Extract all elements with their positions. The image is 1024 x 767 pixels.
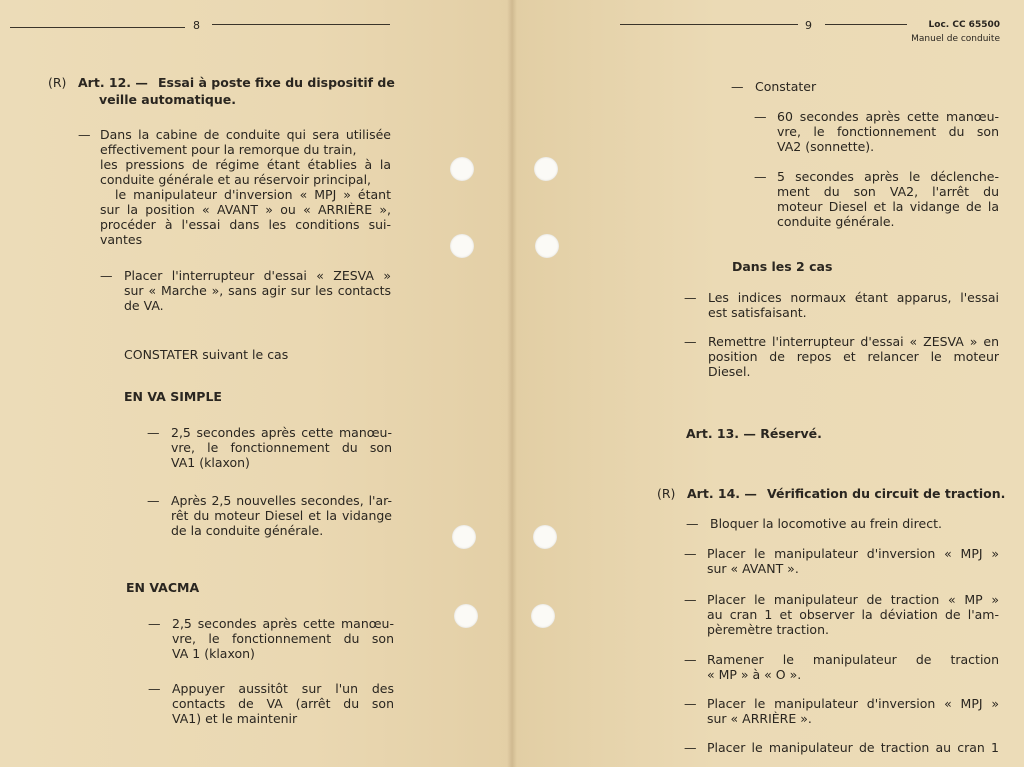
- book-gutter: [507, 0, 517, 767]
- dash: —: [147, 425, 160, 440]
- text-line: les pressions de régime étant établies à la: [100, 157, 391, 172]
- text-line: de la conduite générale.: [171, 523, 324, 538]
- text-line: sur « Marche », sans agir sur les contacts: [124, 283, 391, 298]
- art12-title-cont: veille automatique.: [99, 92, 236, 107]
- dash: —: [754, 109, 767, 124]
- text-line: 2,5 secondes après cette manœu-: [172, 616, 394, 631]
- dash: —: [684, 652, 697, 667]
- text-line: VA2 (sonnette).: [777, 139, 875, 154]
- text-line: conduite générale.: [777, 214, 895, 229]
- art12-title: Essai à poste fixe du dispositif de: [158, 75, 395, 90]
- text-line: sur « AVANT ».: [707, 561, 799, 576]
- heading-va-simple: EN VA SIMPLE: [124, 389, 222, 404]
- running-header: [880, 18, 1000, 46]
- text-line: de VA.: [124, 298, 164, 313]
- text-line: Remettre l'interrupteur d'essai « ZESVA » en: [708, 334, 999, 349]
- text-line: au cran 1 et observer la déviation de l'am-: [707, 607, 999, 622]
- text-line: 60 secondes après cette manœu-: [777, 109, 999, 124]
- page-number-right: 9: [805, 19, 812, 32]
- text-line: 5 secondes après le déclenche-: [777, 169, 999, 184]
- dash: —: [78, 127, 91, 142]
- header-manual: Manuel de conduite: [911, 34, 1000, 44]
- text-line: contacts de VA (arrêt du son: [172, 696, 394, 711]
- dash: —: [684, 290, 697, 305]
- art12-number: Art. 12. —: [78, 75, 148, 90]
- text-line: moteur Diesel et la vidange de la: [777, 199, 999, 214]
- text-line: ment du son VA2, l'arrêt du: [777, 184, 999, 199]
- art14-title: Vérification du circuit de traction.: [767, 486, 1006, 501]
- page-number-left: 8: [193, 19, 200, 32]
- dash: —: [684, 334, 697, 349]
- art12-mark: (R): [48, 75, 67, 90]
- binder-hole: [531, 604, 555, 628]
- header-rule-right-a: [620, 24, 798, 25]
- header-rule-left-b: [212, 24, 390, 25]
- dash: —: [148, 616, 161, 631]
- heading-vacma: EN VACMA: [126, 580, 200, 595]
- constater-right: Constater: [755, 79, 817, 94]
- text-line: procéder à l'essai dans les conditions sui-: [100, 217, 391, 232]
- text-line: Placer le manipulateur de traction au cran 1: [707, 740, 999, 755]
- header-loc: Loc. CC 65500: [928, 20, 1000, 30]
- header-rule-left-a: [10, 27, 185, 28]
- text-line: rêt du moteur Diesel et la vidange: [171, 508, 392, 523]
- text-line: Placer le manipulateur d'inversion « MPJ »: [707, 546, 999, 561]
- binder-hole: [450, 234, 474, 258]
- text-line: le manipulateur d'inversion « MPJ » étant: [115, 187, 391, 202]
- text-line: 2,5 secondes après cette manœu-: [171, 425, 392, 440]
- text-line: Appuyer aussitôt sur l'un des: [172, 681, 394, 696]
- text-line: Les indices normaux étant apparus, l'essai: [708, 290, 999, 305]
- binder-hole: [454, 604, 478, 628]
- art13-title: Art. 13. — Réservé.: [686, 426, 822, 441]
- dash: —: [754, 169, 767, 184]
- text-line: Placer l'interrupteur d'essai « ZESVA »: [124, 268, 391, 283]
- art14-mark: (R): [657, 486, 676, 501]
- text-line: vre, le fonctionnement du son: [777, 124, 999, 139]
- text-line: vantes: [100, 232, 143, 247]
- text-line: VA1 (klaxon): [171, 455, 250, 470]
- text-line: VA 1 (klaxon): [172, 646, 255, 661]
- binder-hole: [452, 525, 476, 549]
- binder-hole: [534, 157, 558, 181]
- dash: —: [148, 681, 161, 696]
- dash: —: [731, 79, 744, 94]
- dash: —: [147, 493, 160, 508]
- binder-hole: [533, 525, 557, 549]
- dash: —: [100, 268, 113, 283]
- text-line: conduite générale et au réservoir principal,: [100, 172, 372, 187]
- text-line: Ramener le manipulateur de traction: [707, 652, 999, 667]
- art14-number: Art. 14. —: [687, 486, 757, 501]
- text-line: Bloquer la locomotive au frein direct.: [710, 516, 942, 531]
- text-line: sur « ARRIÈRE ».: [707, 711, 812, 726]
- dash: —: [686, 516, 699, 531]
- dash: —: [684, 592, 697, 607]
- text-line: position de repos et relancer le moteur: [708, 349, 999, 364]
- text-line: effectivement pour la remorque du train,: [100, 142, 357, 157]
- text-line: « MP » à « O ».: [707, 667, 802, 682]
- heading-both-cases: Dans les 2 cas: [732, 259, 833, 274]
- constater-label: CONSTATER suivant le cas: [124, 347, 289, 362]
- text-line: Placer le manipulateur de traction « MP »: [707, 592, 999, 607]
- text-line: vre, le fonctionnement du son: [172, 631, 394, 646]
- text-line: vre, le fonctionnement du son: [171, 440, 392, 455]
- text-line: pèremètre traction.: [707, 622, 829, 637]
- dash: —: [684, 546, 697, 561]
- dash: —: [684, 740, 697, 755]
- text-line: Placer le manipulateur d'inversion « MPJ »: [707, 696, 999, 711]
- text-line: sur la position « AVANT » ou « ARRIÈRE »,: [100, 202, 391, 217]
- text-line: est satisfaisant.: [708, 305, 807, 320]
- binder-hole: [535, 234, 559, 258]
- text-line: VA1) et le maintenir: [172, 711, 298, 726]
- text-line: Dans la cabine de conduite qui sera utilisée: [100, 127, 391, 142]
- text-line: Après 2,5 nouvelles secondes, l'ar-: [171, 493, 392, 508]
- binder-hole: [450, 157, 474, 181]
- dash: —: [684, 696, 697, 711]
- text-line: Diesel.: [708, 364, 751, 379]
